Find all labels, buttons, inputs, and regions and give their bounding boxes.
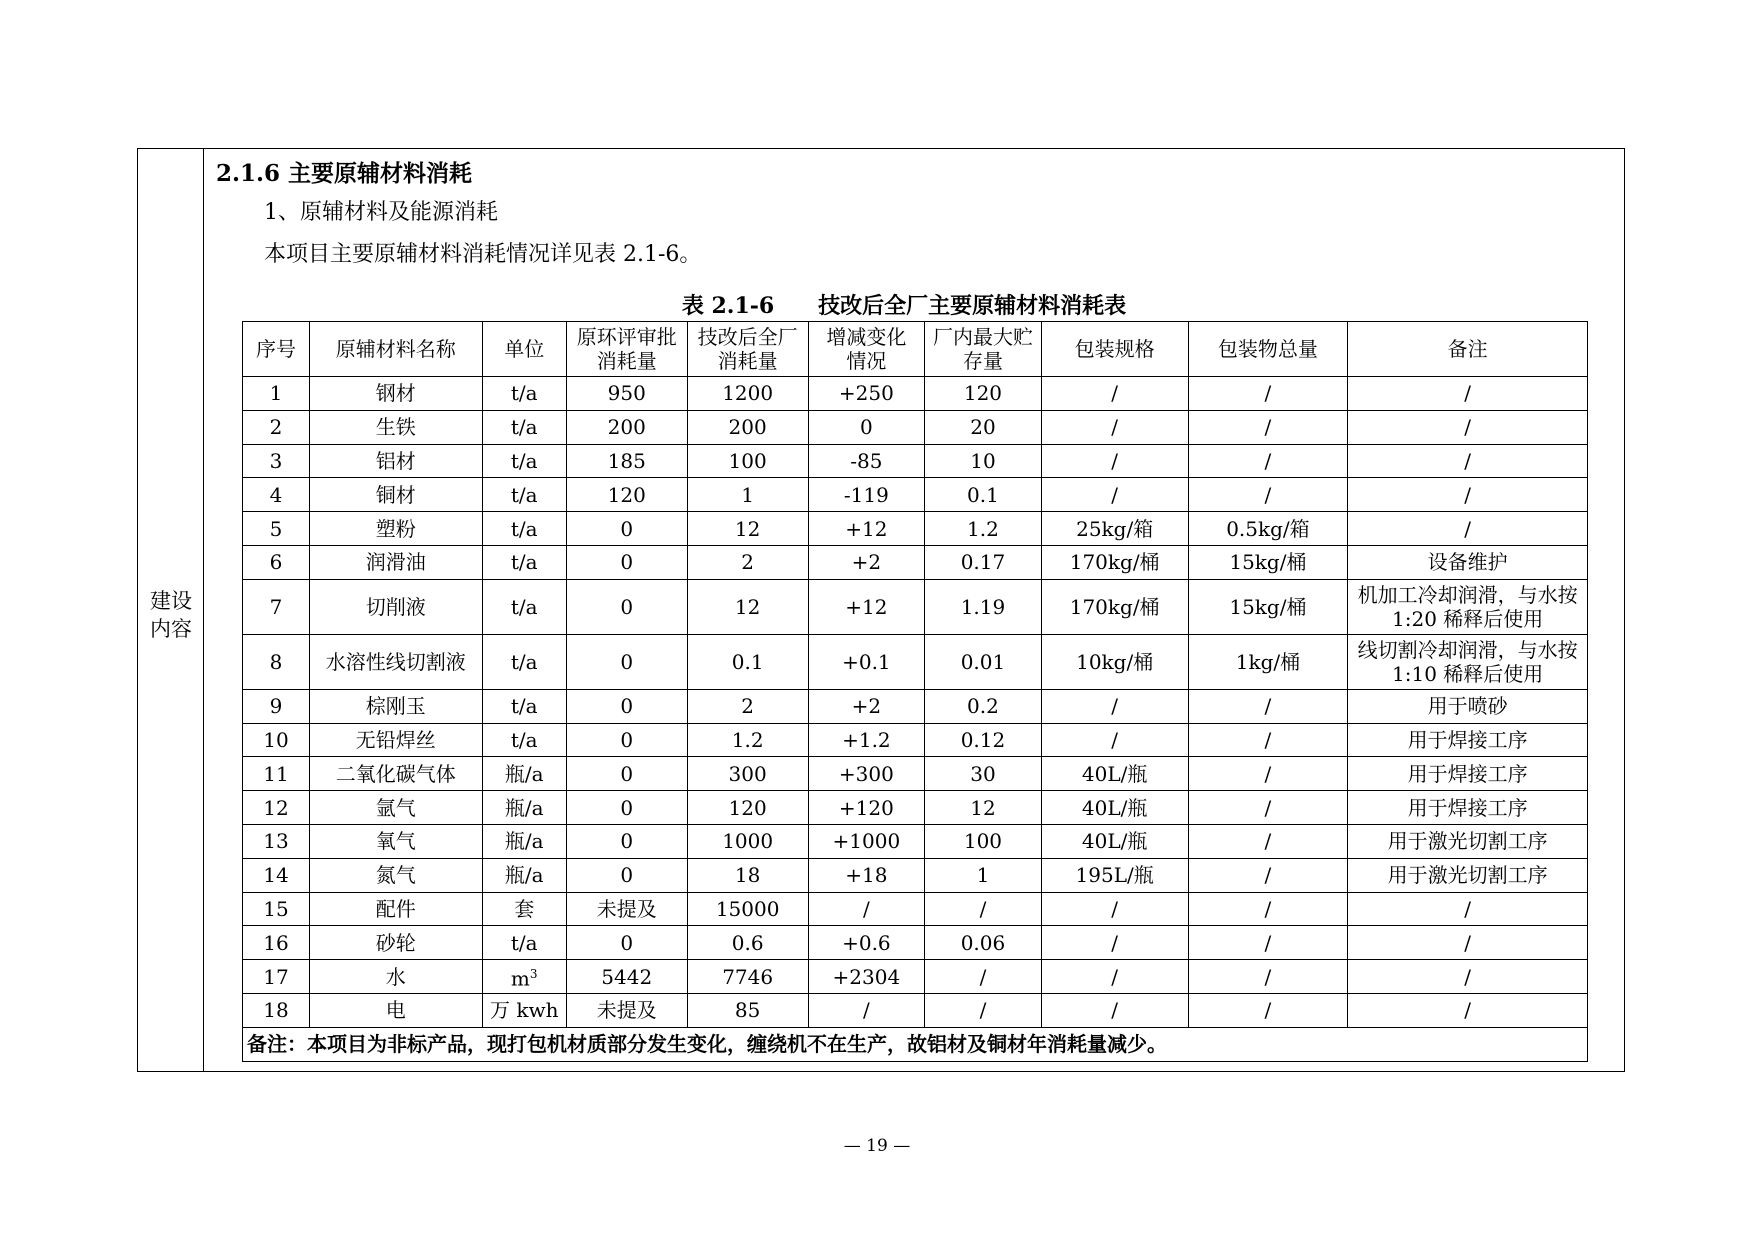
table-row bbox=[243, 960, 1588, 994]
table-cell: / bbox=[1348, 960, 1588, 994]
table-cell: 12 bbox=[687, 579, 808, 634]
table-cell: 12 bbox=[925, 791, 1042, 825]
content-frame bbox=[137, 148, 1625, 1072]
table-cell: +120 bbox=[808, 791, 925, 825]
table-cell: 0.5kg/箱 bbox=[1188, 512, 1348, 546]
table-row bbox=[243, 444, 1588, 478]
table-row bbox=[243, 926, 1588, 960]
table-row bbox=[243, 478, 1588, 512]
table-cell: 0 bbox=[566, 858, 687, 892]
table-row bbox=[243, 410, 1588, 444]
table-cell: 9 bbox=[243, 689, 310, 723]
table-cell: t/a bbox=[482, 478, 566, 512]
table-cell: 15000 bbox=[687, 892, 808, 926]
table-cell: / bbox=[1188, 410, 1348, 444]
table-cell: -85 bbox=[808, 444, 925, 478]
table-cell: 0 bbox=[566, 512, 687, 546]
table-cell: 8 bbox=[243, 634, 310, 689]
table-cell: 0.01 bbox=[925, 634, 1042, 689]
table-row bbox=[243, 757, 1588, 791]
table-cell: 电 bbox=[309, 993, 482, 1027]
table-cell: 2 bbox=[687, 689, 808, 723]
table-cell: 1 bbox=[925, 858, 1042, 892]
table-cell: / bbox=[808, 892, 925, 926]
table-cell: t/a bbox=[482, 377, 566, 411]
table-cell: / bbox=[1041, 444, 1188, 478]
table-cell: 1.2 bbox=[925, 512, 1042, 546]
left-column bbox=[138, 149, 204, 1071]
table-cell: $m^3$ bbox=[482, 960, 566, 994]
table-cell: 16 bbox=[243, 926, 310, 960]
table-cell: t/a bbox=[482, 410, 566, 444]
table-row bbox=[243, 993, 1588, 1027]
table-cell: t/a bbox=[482, 444, 566, 478]
table-cell: 0.6 bbox=[687, 926, 808, 960]
table-cell: 0 bbox=[566, 723, 687, 757]
table-cell: 40L/瓶 bbox=[1041, 791, 1188, 825]
table-row bbox=[243, 723, 1588, 757]
column-header: 原环评审批 消耗量 bbox=[566, 322, 687, 377]
section-title: 2.1.6 主要原辅材料消耗 bbox=[216, 160, 473, 187]
table-cell: t/a bbox=[482, 723, 566, 757]
materials-table bbox=[242, 321, 1588, 1062]
table-cell: 钢材 bbox=[309, 377, 482, 411]
table-cell: 未提及 bbox=[566, 892, 687, 926]
table-cell: 1 bbox=[687, 478, 808, 512]
table-cell: 1000 bbox=[687, 824, 808, 858]
table-cell: 11 bbox=[243, 757, 310, 791]
table-note: 备注：本项目为非标产品，现打包机材质部分发生变化，缠绕机不在生产，故铝材及铜材年消耗量减少。 bbox=[243, 1027, 1588, 1061]
table-cell: 0.1 bbox=[925, 478, 1042, 512]
table-row bbox=[243, 579, 1588, 634]
table-cell: / bbox=[1188, 757, 1348, 791]
table-cell: / bbox=[1188, 858, 1348, 892]
table-cell: 30 bbox=[925, 757, 1042, 791]
table-cell: 25kg/箱 bbox=[1041, 512, 1188, 546]
table-row bbox=[243, 377, 1588, 411]
column-header: 包装规格 bbox=[1041, 322, 1188, 377]
table-cell: 瓶/a bbox=[482, 791, 566, 825]
table-cell: t/a bbox=[482, 545, 566, 579]
table-cell: 0 bbox=[566, 824, 687, 858]
table-cell: / bbox=[925, 993, 1042, 1027]
table-cell: 2 bbox=[687, 545, 808, 579]
table-cell: 0.06 bbox=[925, 926, 1042, 960]
table-cell: +1000 bbox=[808, 824, 925, 858]
table-cell: 瓶/a bbox=[482, 757, 566, 791]
table-cell: 20 bbox=[925, 410, 1042, 444]
table-row bbox=[243, 824, 1588, 858]
table-cell: 200 bbox=[566, 410, 687, 444]
table-cell: 棕刚玉 bbox=[309, 689, 482, 723]
table-cell: / bbox=[1188, 689, 1348, 723]
table-cell: 100 bbox=[687, 444, 808, 478]
table-cell: 瓶/a bbox=[482, 858, 566, 892]
table-cell: 40L/瓶 bbox=[1041, 757, 1188, 791]
table-cell: 套 bbox=[482, 892, 566, 926]
table-cell: 0 bbox=[566, 634, 687, 689]
table-cell: 10 bbox=[243, 723, 310, 757]
table-cell: 100 bbox=[925, 824, 1042, 858]
table-cell: 用于焊接工序 bbox=[1348, 723, 1588, 757]
table-cell: 10 bbox=[925, 444, 1042, 478]
table-cell: +300 bbox=[808, 757, 925, 791]
table-cell: t/a bbox=[482, 634, 566, 689]
column-header: 单位 bbox=[482, 322, 566, 377]
table-cell: 15kg/桶 bbox=[1188, 579, 1348, 634]
column-header: 增减变化 情况 bbox=[808, 322, 925, 377]
table-cell: 砂轮 bbox=[309, 926, 482, 960]
table-cell: / bbox=[1188, 791, 1348, 825]
table-cell: 0.17 bbox=[925, 545, 1042, 579]
page-number: — 19 — bbox=[843, 1136, 911, 1156]
table-cell: / bbox=[1348, 478, 1588, 512]
table-cell: 10kg/桶 bbox=[1041, 634, 1188, 689]
table-cell: 用于焊接工序 bbox=[1348, 791, 1588, 825]
table-cell: / bbox=[1348, 892, 1588, 926]
table-cell: / bbox=[925, 960, 1042, 994]
table-cell: / bbox=[1188, 993, 1348, 1027]
table-cell: / bbox=[1348, 512, 1588, 546]
table-row bbox=[243, 512, 1588, 546]
table-cell: 40L/瓶 bbox=[1041, 824, 1188, 858]
table-cell: +0.6 bbox=[808, 926, 925, 960]
table-cell: 用于激光切割工序 bbox=[1348, 824, 1588, 858]
table-cell: 1200 bbox=[687, 377, 808, 411]
column-header: 备注 bbox=[1348, 322, 1588, 377]
table-cell: 85 bbox=[687, 993, 808, 1027]
table-cell: / bbox=[1188, 892, 1348, 926]
table-cell: / bbox=[1348, 926, 1588, 960]
table-cell: 7 bbox=[243, 579, 310, 634]
table-cell: 0.12 bbox=[925, 723, 1042, 757]
table-cell: 用于激光切割工序 bbox=[1348, 858, 1588, 892]
table-cell: 润滑油 bbox=[309, 545, 482, 579]
table-cell: 300 bbox=[687, 757, 808, 791]
table-caption: 表 2.1-6 技改后全厂主要原辅材料消耗表 bbox=[681, 293, 1127, 319]
table-row bbox=[243, 634, 1588, 689]
table-cell: 氮气 bbox=[309, 858, 482, 892]
table-cell: 氧气 bbox=[309, 824, 482, 858]
table-cell: 18 bbox=[243, 993, 310, 1027]
table-cell: 切削液 bbox=[309, 579, 482, 634]
table-cell: / bbox=[1188, 824, 1348, 858]
table-cell: 14 bbox=[243, 858, 310, 892]
table-cell: +0.1 bbox=[808, 634, 925, 689]
table-cell: 0.2 bbox=[925, 689, 1042, 723]
table-cell: / bbox=[1188, 960, 1348, 994]
table-cell: / bbox=[1188, 926, 1348, 960]
table-cell: / bbox=[1188, 723, 1348, 757]
table-cell: 瓶/a bbox=[482, 824, 566, 858]
left-label: 建设 内容 bbox=[150, 589, 192, 641]
table-note-row bbox=[243, 1027, 1588, 1061]
table-cell: 机加工冷却润滑，与水按 1:20 稀释后使用 bbox=[1348, 579, 1588, 634]
table-cell: / bbox=[1041, 723, 1188, 757]
table-cell: 线切割冷却润滑，与水按 1:10 稀释后使用 bbox=[1348, 634, 1588, 689]
table-cell: / bbox=[1041, 410, 1188, 444]
table-cell: -119 bbox=[808, 478, 925, 512]
table-cell: 18 bbox=[687, 858, 808, 892]
table-row bbox=[243, 689, 1588, 723]
table-cell: 0 bbox=[808, 410, 925, 444]
table-cell: / bbox=[1188, 478, 1348, 512]
table-cell: 水溶性线切割液 bbox=[309, 634, 482, 689]
table-cell: +12 bbox=[808, 579, 925, 634]
table-cell: t/a bbox=[482, 512, 566, 546]
table-cell: / bbox=[1188, 377, 1348, 411]
table-cell: 1.19 bbox=[925, 579, 1042, 634]
table-cell: / bbox=[925, 892, 1042, 926]
table-cell: 铝材 bbox=[309, 444, 482, 478]
table-cell: 200 bbox=[687, 410, 808, 444]
table-cell: 二氧化碳气体 bbox=[309, 757, 482, 791]
table-cell: / bbox=[1041, 993, 1188, 1027]
table-cell: 0 bbox=[566, 926, 687, 960]
table-cell: 氩气 bbox=[309, 791, 482, 825]
table-row bbox=[243, 545, 1588, 579]
table-cell: / bbox=[1188, 444, 1348, 478]
table-cell: +2304 bbox=[808, 960, 925, 994]
table-cell: / bbox=[1348, 410, 1588, 444]
table-cell: 12 bbox=[243, 791, 310, 825]
paragraph-1: 1、原辅材料及能源消耗 bbox=[264, 200, 498, 225]
paragraph-2: 本项目主要原辅材料消耗情况详见表 2.1-6。 bbox=[264, 242, 702, 267]
table-cell: 生铁 bbox=[309, 410, 482, 444]
table-cell: +250 bbox=[808, 377, 925, 411]
table-cell: 17 bbox=[243, 960, 310, 994]
table-cell: t/a bbox=[482, 689, 566, 723]
table-cell: 未提及 bbox=[566, 993, 687, 1027]
table-cell: / bbox=[1041, 377, 1188, 411]
table-header-row bbox=[243, 322, 1588, 377]
table-cell: / bbox=[808, 993, 925, 1027]
table-cell: +2 bbox=[808, 689, 925, 723]
table-cell: 120 bbox=[687, 791, 808, 825]
table-row bbox=[243, 791, 1588, 825]
table-cell: 1 bbox=[243, 377, 310, 411]
table-cell: 15 bbox=[243, 892, 310, 926]
table-cell: 185 bbox=[566, 444, 687, 478]
table-cell: 塑粉 bbox=[309, 512, 482, 546]
table-cell: 120 bbox=[566, 478, 687, 512]
table-cell: / bbox=[1041, 926, 1188, 960]
table-cell: / bbox=[1348, 444, 1588, 478]
table-cell: 万 kwh bbox=[482, 993, 566, 1027]
table-cell: +2 bbox=[808, 545, 925, 579]
table-cell: 设备维护 bbox=[1348, 545, 1588, 579]
table-cell: +12 bbox=[808, 512, 925, 546]
table-cell: / bbox=[1041, 960, 1188, 994]
table-cell: 配件 bbox=[309, 892, 482, 926]
table-cell: / bbox=[1348, 993, 1588, 1027]
table-row bbox=[243, 858, 1588, 892]
table-cell: 4 bbox=[243, 478, 310, 512]
table-cell: 195L/瓶 bbox=[1041, 858, 1188, 892]
table-cell: 0 bbox=[566, 757, 687, 791]
table-cell: 2 bbox=[243, 410, 310, 444]
table-row bbox=[243, 892, 1588, 926]
table-cell: 0 bbox=[566, 579, 687, 634]
table-cell: 13 bbox=[243, 824, 310, 858]
table-cell: t/a bbox=[482, 579, 566, 634]
table-cell: / bbox=[1041, 892, 1188, 926]
table-cell: 1.2 bbox=[687, 723, 808, 757]
table-cell: 5 bbox=[243, 512, 310, 546]
table-cell: +18 bbox=[808, 858, 925, 892]
table-cell: 无铅焊丝 bbox=[309, 723, 482, 757]
column-header: 厂内最大贮 存量 bbox=[925, 322, 1042, 377]
table-cell: / bbox=[1348, 377, 1588, 411]
table-cell: 0.1 bbox=[687, 634, 808, 689]
column-header: 技改后全厂 消耗量 bbox=[687, 322, 808, 377]
table-cell: 170kg/桶 bbox=[1041, 579, 1188, 634]
table-cell: 950 bbox=[566, 377, 687, 411]
table-cell: 铜材 bbox=[309, 478, 482, 512]
column-header: 序号 bbox=[243, 322, 310, 377]
table-cell: 3 bbox=[243, 444, 310, 478]
table-cell: 120 bbox=[925, 377, 1042, 411]
table-cell: 用于喷砂 bbox=[1348, 689, 1588, 723]
table-cell: 12 bbox=[687, 512, 808, 546]
table-cell: / bbox=[1041, 478, 1188, 512]
column-header: 原辅材料名称 bbox=[309, 322, 482, 377]
table-cell: 6 bbox=[243, 545, 310, 579]
table-cell: 5442 bbox=[566, 960, 687, 994]
table-cell: 15kg/桶 bbox=[1188, 545, 1348, 579]
column-header: 包装物总量 bbox=[1188, 322, 1348, 377]
table-cell: 水 bbox=[309, 960, 482, 994]
table-cell: t/a bbox=[482, 926, 566, 960]
table-cell: / bbox=[1041, 689, 1188, 723]
table-cell: 1kg/桶 bbox=[1188, 634, 1348, 689]
table-cell: 0 bbox=[566, 689, 687, 723]
table-cell: 170kg/桶 bbox=[1041, 545, 1188, 579]
table-cell: 用于焊接工序 bbox=[1348, 757, 1588, 791]
table-cell: 7746 bbox=[687, 960, 808, 994]
table-cell: +1.2 bbox=[808, 723, 925, 757]
table-cell: 0 bbox=[566, 791, 687, 825]
table-cell: 0 bbox=[566, 545, 687, 579]
